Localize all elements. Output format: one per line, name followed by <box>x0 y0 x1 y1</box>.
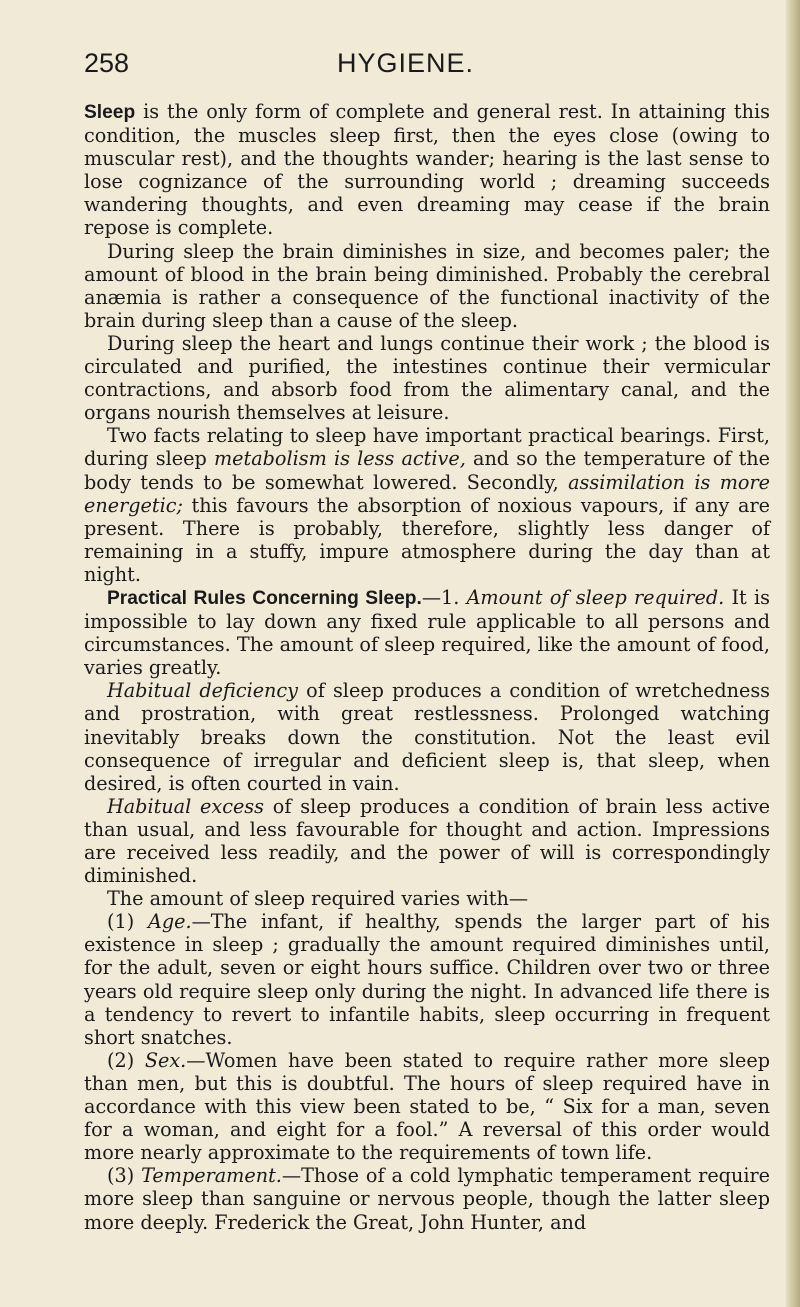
italic-term: assimilation is more energetic; <box>84 470 771 517</box>
running-head: HYGIENE. <box>337 48 475 78</box>
paragraph-text: —Those of a cold lymphatic temperament require more sleep than sanguine or nervous people, though the latter sleep more deeply. Frederick the Great, John Hunter, and <box>84 1164 770 1234</box>
paragraph-text: —Women have been stated to require rather more sleep than men, but this is doubtful. The hours of sleep required have in accordance with this view been stated to be, “ Six for a man, seven for a woman, and eight for a fool.” A reversal of this order would more nearly approximate to the requirements of town life. <box>84 1048 770 1165</box>
italic-term: metabolism is less active, <box>213 447 466 471</box>
lead-term: Sleep <box>84 102 136 123</box>
paragraph-text: is the only form of complete and general rest. In attaining this condition, the muscles sleep first, then the eyes close (owing to muscular rest), and the thoughts wander; hearing is the last sense to lose cognizance of the surrounding world ; dreaming succeeds wandering thoughts, and even dreaming may cease if the brain repose is complete. <box>84 100 770 240</box>
paragraph-temperament <box>84 1164 770 1233</box>
paragraph-practical-rules <box>84 586 770 679</box>
paragraph-varies <box>84 887 770 910</box>
paragraph-text: It is impossible to lay down any fixed rule applicable to all persons and circumstances. The amount of sleep required, like the amount of food, varies greatly. <box>84 585 770 680</box>
paragraph-age <box>84 910 770 1049</box>
paragraph-sleep-intro <box>84 100 770 240</box>
paragraph-text: and so the temperature of the body tends to be somewhat lowered. Secondly, <box>84 447 770 494</box>
italic-term: Age. <box>147 910 192 934</box>
page-header <box>0 48 800 82</box>
paragraph-text: During sleep the brain diminishes in size, and becomes paler; the amount of blood in the brain being diminished. Probably the cerebral anæmia is rather a consequence of the functional inactivity of the brain during sleep than a cause of the sleep. <box>84 239 770 332</box>
paragraph-text: During sleep the heart and lungs continue their work ; the blood is circulated and purified, the intestines continue their vermicular contractions, and absorb food from the alimentary canal, and the organs nourish themselves at leisure. <box>84 331 770 425</box>
page-number: 258 <box>84 48 130 78</box>
italic-term: Sex. <box>144 1048 187 1072</box>
page-edge <box>786 0 800 1307</box>
paragraph-text: Two facts relating to sleep have important practical bearings. First, during sleep <box>84 424 770 471</box>
paragraph-text: of sleep produces a condition of brain less active than usual, and less favourable for thought and action. Impressions are received less readily, and the power of will is correspondingly diminished. <box>84 794 771 888</box>
section-heading: Practical Rules Concerning Sleep. <box>107 587 422 609</box>
paragraph-sex <box>84 1049 770 1164</box>
paragraph-two-facts <box>84 424 770 586</box>
italic-term: Habitual excess <box>107 794 264 818</box>
italic-term: Habitual deficiency <box>107 679 299 703</box>
item-number: (1) <box>107 910 148 934</box>
paragraph-brain <box>84 240 770 332</box>
italic-term: Temperament. <box>141 1164 282 1188</box>
paragraph-deficiency <box>84 679 770 794</box>
rule-number: —1. <box>421 585 467 609</box>
italic-term: Amount of sleep required. <box>466 585 725 609</box>
paragraph-text: The amount of sleep required varies with— <box>107 887 529 911</box>
body-text <box>84 100 770 1234</box>
paragraph-text: this favours the absorption of noxious vapours, if any are present. There is probably, therefore, slightly less danger of remaining in a stuffy, impure atmosphere during the day than at night. <box>84 493 770 586</box>
item-number: (2) <box>107 1048 145 1072</box>
paragraph-text: of sleep produces a condition of wretchedness and prostration, with great restlessness. Prolonged watching inevitably breaks down the constitution. Not the least evil consequence of irregular and deficient sleep is, that sleep, when desired, is often courted in vain. <box>84 679 771 795</box>
paragraph-heart-lungs <box>84 332 770 424</box>
item-number: (3) <box>107 1164 142 1188</box>
paragraph-text: —The infant, if healthy, spends the larger part of his existence in sleep ; gradually the amount required diminishes until, for the adult, seven or eight hours suffice. Children over two or three years old require sleep only during the night. In advanced life there is a tendency to revert to infantile habits, sleep occurring in frequent short snatches. <box>84 910 770 1049</box>
paragraph-excess <box>84 795 770 887</box>
